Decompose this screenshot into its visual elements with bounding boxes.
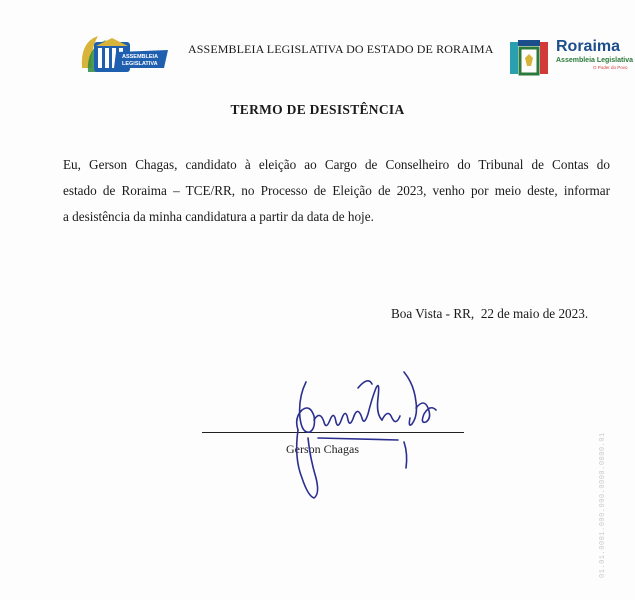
emblem-text-line2: LEGISLATIVA <box>122 61 158 67</box>
roraima-logo-subtitle: Assembleia Legislativa <box>556 57 634 64</box>
header-title: ASSEMBLEIA LEGISLATIVA DO ESTADO DE RORAIMA <box>188 42 494 56</box>
body-line-2: estado de Roraima – TCE/RR, no Processo de Eleição de 2023, venho por meio deste, informar <box>63 183 610 198</box>
handwritten-signature <box>258 358 458 518</box>
signer-name: Gerson Chagas <box>286 442 359 456</box>
roraima-logo-title: Roraima <box>556 38 621 55</box>
place-and-date: Boa Vista - RR, 22 de maio de 2023. <box>391 306 589 321</box>
body-line-1: Eu, Gerson Chagas, candidato à eleição ao Cargo de Conselheiro do Tribunal de Contas do <box>63 157 610 172</box>
body-line-3: a desistência da minha candidatura a partir da data de hoje. <box>63 209 374 224</box>
emblem-text-line1: ASSEMBLEIA <box>122 54 159 60</box>
roraima-logo-tagline: O Poder do Povo <box>593 65 628 70</box>
assembleia-emblem-logo <box>76 28 172 80</box>
body-paragraph <box>63 152 610 230</box>
margin-stamp: 01.01.0001.000.000.0000.0000.01 <box>599 432 607 578</box>
document-title: TERMO DE DESISTÊNCIA <box>230 102 405 117</box>
